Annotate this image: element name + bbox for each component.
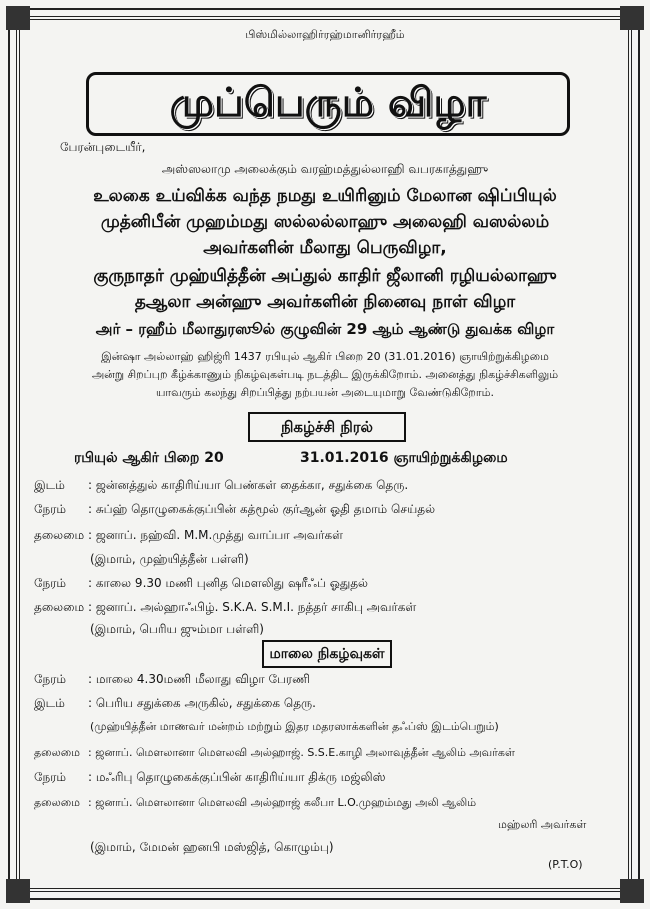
row-label: நேரம் bbox=[34, 770, 67, 784]
morning-row-chair-1-sub bbox=[90, 552, 249, 568]
row-label: தலைமை bbox=[34, 528, 85, 542]
greeting-salam: அஸ்ஸலாமு அலைக்கும் வரஹ்மத்துல்லாஹி வபரகாத்துஹு bbox=[161, 162, 489, 176]
morning-row-time-1 bbox=[34, 502, 435, 518]
corner-ornament-top-left bbox=[6, 6, 30, 30]
evening-row-venue bbox=[34, 696, 316, 712]
morning-row-chair-2-sub bbox=[90, 622, 264, 638]
row-value: : மாலை 4.30மணி மீலாது விழா பேரணி bbox=[88, 672, 310, 686]
headline-line-3: அவர்களின் மீலாது பெருவிழா, bbox=[203, 238, 447, 258]
evening-row-time-1 bbox=[34, 672, 310, 688]
row-label: தலைமை bbox=[34, 746, 80, 759]
corner-ornament-bottom-right bbox=[620, 879, 644, 903]
page-title: முப்பெரும் விழா bbox=[86, 72, 570, 136]
invitation-line-1: இன்ஷா அல்லாஹ் ஹிஜ்ரி 1437 ரபியுல் ஆகிர் பிறை 20 (31.01.2016) ஞாயிற்றுக்கிழமை bbox=[101, 350, 549, 363]
corner-ornament-bottom-left bbox=[6, 879, 30, 903]
bismillah-text: பிஸ்மில்லாஹிர்ரஹ்மானிர்ரஹீம் bbox=[245, 28, 405, 41]
program-heading: நிகழ்ச்சி நிரல் bbox=[248, 412, 406, 442]
row-value: (இமாம், முஹ்யித்தீன் பள்ளி) bbox=[90, 552, 249, 566]
morning-row-time-2 bbox=[34, 576, 368, 592]
row-value: (இமாம், மேமன் ஹனபி மஸ்ஜித், கொழும்பு) bbox=[90, 840, 334, 854]
headline-line-1: உலகை உய்விக்க வந்த நமது உயிரினும் மேலான ஷிப்பியுல் bbox=[93, 186, 557, 206]
headline-line-5: தஆலா அன்ஹு அவர்களின் நினைவு நாள் விழா bbox=[134, 292, 516, 312]
row-value: : ஜனாப். மௌலானா மௌலவி அல்ஹாஜ் கலீபா L.O.முஹம்மது அலி ஆலிம் bbox=[88, 796, 477, 809]
row-label: நேரம் bbox=[34, 502, 67, 516]
headline-line-6: அர் – ரஹீம் மீலாதுரஸூல் குழுவின் 29 ஆம் ஆண்டு துவக்க விழா bbox=[95, 320, 555, 338]
row-value: : காலை 9.30 மணி புனித மௌலிது ஷரீஃப் ஓதுதல் bbox=[88, 576, 369, 590]
morning-row-chair-2 bbox=[34, 600, 416, 616]
greeting-dear: பேரன்புடையீர், bbox=[60, 140, 146, 154]
row-value: : மஃரிபு தொழுகைக்குப்பின் காதிரிய்யா திக்ரு மஜ்லிஸ் bbox=[88, 770, 386, 784]
row-value: மஹ்லரி அவர்கள் bbox=[498, 818, 587, 831]
evening-heading: மாலை நிகழ்வுகள் bbox=[262, 640, 392, 668]
row-value: : ஜனாப். நஹ்வி. M.M.முத்து வாப்பா அவர்கள் bbox=[88, 528, 344, 542]
row-label: இடம் bbox=[34, 478, 65, 492]
row-value: : ஜனாப். மௌலானா மௌலவி அல்ஹாஜ். S.S.E.காழி அலாவுத்தீன் ஆலிம் அவர்கள் bbox=[88, 746, 515, 759]
morning-row-venue bbox=[34, 478, 408, 494]
row-label: தலைமை bbox=[34, 796, 80, 809]
invitation-line-2: அன்று சிறப்புற கீழ்க்காணும் நிகழ்வுகள்படி நடத்திட இருக்கிறோம். அனைத்து நிகழ்ச்சிகளிலும் bbox=[91, 368, 559, 381]
evening-row-chair-2-title bbox=[498, 818, 586, 833]
evening-row-venue-note bbox=[90, 720, 499, 735]
evening-row-chair-2-sub bbox=[90, 840, 334, 856]
corner-ornament-top-right bbox=[620, 6, 644, 30]
evening-row-chair-2 bbox=[34, 796, 476, 811]
row-value: : ஜன்னத்துல் காதிரிய்யா பெண்கள் தைக்கா, சதுக்கை தெரு. bbox=[88, 478, 409, 492]
date-gregorian: 31.01.2016 ஞாயிற்றுக்கிழமை bbox=[300, 450, 508, 466]
evening-row-chair-1 bbox=[34, 746, 515, 761]
evening-row-time-2 bbox=[34, 770, 385, 786]
invitation-line-3: யாவரும் கலந்து சிறப்பித்து நற்பயன் அடையுமாறு வேண்டுகிறோம். bbox=[155, 386, 495, 399]
row-value: (இமாம், பெரிய ஜும்மா பள்ளி) bbox=[90, 622, 264, 636]
row-label: நேரம் bbox=[34, 672, 67, 686]
morning-row-chair-1 bbox=[34, 528, 343, 544]
row-value: : பெரிய சதுக்கை அருகில், சதுக்கை தெரு. bbox=[88, 696, 316, 710]
date-hijri: ரபியுல் ஆகிர் பிறை 20 bbox=[74, 450, 224, 466]
headline-line-4: குருநாதர் முஹ்யித்தீன் அப்துல் காதிர் ஜீலானி ரழியல்லாஹு bbox=[93, 266, 557, 286]
row-value: : ஜனாப். அல்ஹாஃபிழ். S.K.A. S.M.I. நத்தர் சாகிபு அவர்கள் bbox=[88, 600, 417, 614]
row-value: (முஹ்யித்தீன் மாணவர் மன்றம் மற்றும் இதர மதரஸாக்களின் தஃப்ஸ் இடம்பெறும்) bbox=[90, 720, 499, 733]
row-label: தலைமை bbox=[34, 600, 85, 614]
row-label: நேரம் bbox=[34, 576, 67, 590]
pto-note: (P.T.O) bbox=[548, 858, 583, 871]
headline-line-2: முத்னிபீன் முஹம்மது ஸல்லல்லாஹு அலைஹி வஸல்லம் bbox=[100, 212, 550, 232]
row-value: : சுப்ஹ் தொழுகைக்குப்பின் கத்மூல் குர்ஆன் ஓதி தமாம் செய்தல் bbox=[88, 502, 436, 516]
row-label: இடம் bbox=[34, 696, 65, 710]
